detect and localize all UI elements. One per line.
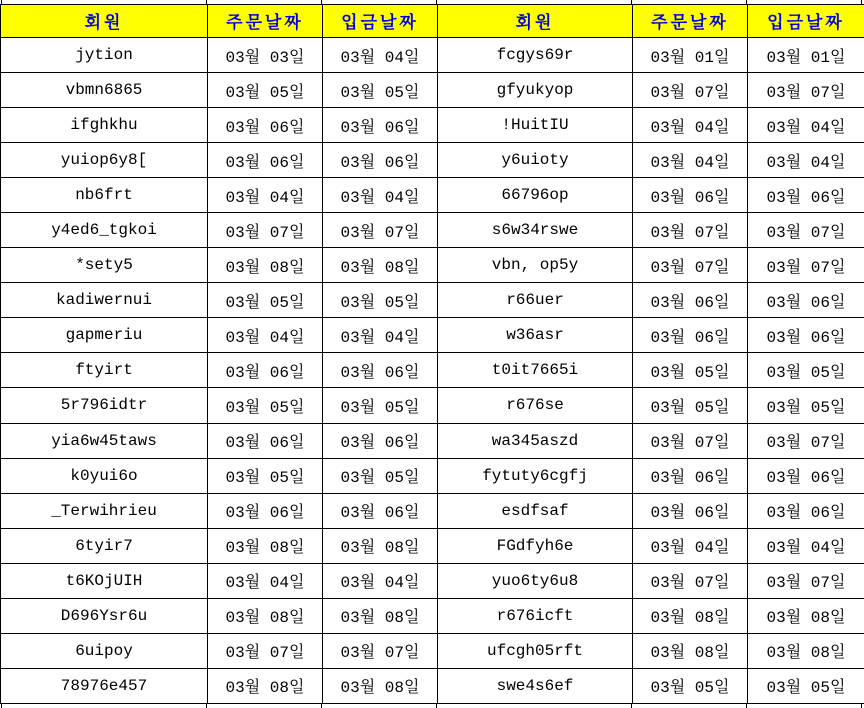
grid-stub bbox=[861, 704, 862, 708]
member-cell[interactable]: 66796op bbox=[438, 178, 633, 213]
crop-edge-bottom bbox=[0, 704, 864, 708]
header-order-date-left[interactable]: 주문날짜 bbox=[208, 5, 323, 38]
member-cell[interactable]: ifghkhu bbox=[1, 108, 208, 143]
order-date-cell[interactable]: 03월 03일 bbox=[208, 38, 323, 73]
order-date-cell[interactable]: 03월 05일 bbox=[208, 388, 323, 423]
deposit-date-cell[interactable]: 03월 04일 bbox=[323, 178, 438, 213]
table-row bbox=[1, 108, 864, 143]
deposit-date-cell[interactable]: 03월 06일 bbox=[748, 178, 864, 213]
member-cell[interactable]: gfyukyop bbox=[438, 73, 633, 108]
table-row bbox=[1, 283, 864, 318]
order-date-cell[interactable]: 03월 08일 bbox=[208, 248, 323, 283]
deposit-date-cell[interactable]: 03월 04일 bbox=[748, 108, 864, 143]
order-date-cell[interactable]: 03월 07일 bbox=[208, 633, 323, 668]
member-cell[interactable]: D696Ysr6u bbox=[1, 598, 208, 633]
member-cell[interactable]: s6w34rswe bbox=[438, 213, 633, 248]
member-cell[interactable]: w36asr bbox=[438, 318, 633, 353]
table-row bbox=[1, 388, 864, 423]
member-cell[interactable]: FGdfyh6e bbox=[438, 528, 633, 563]
member-cell[interactable]: 6tyir7 bbox=[1, 528, 208, 563]
order-date-cell[interactable]: 03월 08일 bbox=[208, 528, 323, 563]
member-cell[interactable]: r676se bbox=[438, 388, 633, 423]
member-cell[interactable]: r66uer bbox=[438, 283, 633, 318]
deposit-date-cell[interactable]: 03월 06일 bbox=[748, 458, 864, 493]
member-cell[interactable]: gapmeriu bbox=[1, 318, 208, 353]
deposit-date-cell[interactable]: 03월 06일 bbox=[323, 423, 438, 458]
order-date-cell[interactable]: 03월 05일 bbox=[208, 458, 323, 493]
deposit-date-cell[interactable]: 03월 07일 bbox=[323, 633, 438, 668]
table-row bbox=[1, 493, 864, 528]
deposit-date-cell[interactable]: 03월 06일 bbox=[748, 318, 864, 353]
member-cell[interactable]: jytion bbox=[1, 38, 208, 73]
order-date-cell[interactable]: 03월 05일 bbox=[633, 668, 748, 703]
member-cell[interactable]: 6uipoy bbox=[1, 633, 208, 668]
deposit-date-cell[interactable]: 03월 08일 bbox=[748, 598, 864, 633]
member-cell[interactable]: esdfsaf bbox=[438, 493, 633, 528]
deposit-date-cell[interactable]: 03월 08일 bbox=[748, 633, 864, 668]
order-date-cell[interactable]: 03월 06일 bbox=[633, 283, 748, 318]
deposit-date-cell[interactable]: 03월 07일 bbox=[748, 248, 864, 283]
member-cell[interactable]: swe4s6ef bbox=[438, 668, 633, 703]
table-row bbox=[1, 178, 864, 213]
order-date-cell[interactable]: 03월 05일 bbox=[208, 283, 323, 318]
member-cell[interactable]: fytuty6cgfj bbox=[438, 458, 633, 493]
order-date-cell[interactable]: 03월 04일 bbox=[208, 318, 323, 353]
member-cell[interactable]: ftyirt bbox=[1, 353, 208, 388]
member-cell[interactable]: *sety5 bbox=[1, 248, 208, 283]
grid-stub bbox=[1, 704, 2, 708]
deposit-date-cell[interactable]: 03월 05일 bbox=[748, 353, 864, 388]
table-row bbox=[1, 598, 864, 633]
member-cell[interactable]: yuo6ty6u8 bbox=[438, 563, 633, 598]
order-date-cell[interactable]: 03월 07일 bbox=[633, 423, 748, 458]
deposit-date-cell[interactable]: 03월 06일 bbox=[748, 283, 864, 318]
deposit-date-cell[interactable]: 03월 01일 bbox=[748, 38, 864, 73]
table-row bbox=[1, 213, 864, 248]
order-date-cell[interactable]: 03월 04일 bbox=[633, 528, 748, 563]
header-member-left[interactable]: 회원 bbox=[1, 5, 208, 38]
member-cell[interactable]: ufcgh05rft bbox=[438, 633, 633, 668]
order-date-cell[interactable]: 03월 07일 bbox=[208, 213, 323, 248]
table-row bbox=[1, 248, 864, 283]
order-date-cell[interactable]: 03월 07일 bbox=[633, 213, 748, 248]
member-cell[interactable]: vbmn6865 bbox=[1, 73, 208, 108]
table-row bbox=[1, 528, 864, 563]
table-body bbox=[1, 38, 864, 704]
member-cell[interactable]: k0yui6o bbox=[1, 458, 208, 493]
order-date-cell[interactable]: 03월 06일 bbox=[633, 178, 748, 213]
deposit-date-cell[interactable]: 03월 08일 bbox=[323, 248, 438, 283]
order-date-cell[interactable]: 03월 07일 bbox=[633, 563, 748, 598]
grid-stub bbox=[206, 704, 207, 708]
order-date-cell[interactable]: 03월 04일 bbox=[633, 108, 748, 143]
table-row bbox=[1, 458, 864, 493]
header-order-date-right[interactable]: 주문날짜 bbox=[633, 5, 748, 38]
header-deposit-date-right[interactable]: 입금날짜 bbox=[748, 5, 864, 38]
member-cell[interactable]: _Terwihrieu bbox=[1, 493, 208, 528]
header-deposit-date-left[interactable]: 입금날짜 bbox=[323, 5, 438, 38]
order-date-cell[interactable]: 03월 06일 bbox=[633, 493, 748, 528]
order-date-cell[interactable]: 03월 08일 bbox=[633, 598, 748, 633]
deposit-date-cell[interactable]: 03월 04일 bbox=[748, 528, 864, 563]
deposit-date-cell[interactable]: 03월 08일 bbox=[323, 668, 438, 703]
deposit-date-cell[interactable]: 03월 07일 bbox=[323, 213, 438, 248]
deposit-date-cell[interactable]: 03월 04일 bbox=[748, 143, 864, 178]
grid-stub bbox=[746, 704, 747, 708]
order-date-cell[interactable]: 03월 07일 bbox=[633, 73, 748, 108]
deposit-date-cell[interactable]: 03월 04일 bbox=[323, 38, 438, 73]
member-cell[interactable]: yuiop6y8[ bbox=[1, 143, 208, 178]
deposit-date-cell[interactable]: 03월 07일 bbox=[748, 423, 864, 458]
order-date-cell[interactable]: 03월 06일 bbox=[208, 493, 323, 528]
order-date-cell[interactable]: 03월 06일 bbox=[208, 143, 323, 178]
deposit-date-cell[interactable]: 03월 05일 bbox=[748, 388, 864, 423]
order-date-cell[interactable]: 03월 08일 bbox=[633, 633, 748, 668]
header-member-right[interactable]: 회원 bbox=[438, 5, 633, 38]
order-date-cell[interactable]: 03월 04일 bbox=[208, 563, 323, 598]
table-row bbox=[1, 353, 864, 388]
deposit-date-cell[interactable]: 03월 05일 bbox=[748, 668, 864, 703]
grid-stub bbox=[436, 704, 437, 708]
header-row bbox=[1, 5, 864, 38]
member-cell[interactable]: !HuitIU bbox=[438, 108, 633, 143]
grid-stub bbox=[631, 704, 632, 708]
deposit-date-cell[interactable]: 03월 04일 bbox=[323, 318, 438, 353]
table-row bbox=[1, 38, 864, 73]
member-cell[interactable]: 5r796idtr bbox=[1, 388, 208, 423]
deposit-date-cell[interactable]: 03월 08일 bbox=[323, 528, 438, 563]
deposit-date-cell[interactable]: 03월 06일 bbox=[323, 143, 438, 178]
orders-table bbox=[0, 4, 864, 704]
order-date-cell[interactable]: 03월 01일 bbox=[633, 38, 748, 73]
deposit-date-cell[interactable]: 03월 07일 bbox=[748, 213, 864, 248]
deposit-date-cell[interactable]: 03월 07일 bbox=[748, 563, 864, 598]
member-cell[interactable]: kadiwernui bbox=[1, 283, 208, 318]
deposit-date-cell[interactable]: 03월 06일 bbox=[323, 353, 438, 388]
deposit-date-cell[interactable]: 03월 04일 bbox=[323, 563, 438, 598]
deposit-date-cell[interactable]: 03월 05일 bbox=[323, 73, 438, 108]
order-date-cell[interactable]: 03월 05일 bbox=[633, 388, 748, 423]
table-row bbox=[1, 423, 864, 458]
deposit-date-cell[interactable]: 03월 06일 bbox=[748, 493, 864, 528]
deposit-date-cell[interactable]: 03월 05일 bbox=[323, 283, 438, 318]
order-date-cell[interactable]: 03월 06일 bbox=[208, 423, 323, 458]
table-row bbox=[1, 73, 864, 108]
member-cell[interactable]: fcgys69r bbox=[438, 38, 633, 73]
order-date-cell[interactable]: 03월 06일 bbox=[208, 108, 323, 143]
order-date-cell[interactable]: 03월 06일 bbox=[208, 353, 323, 388]
member-cell[interactable]: 78976e457 bbox=[1, 668, 208, 703]
order-date-cell[interactable]: 03월 05일 bbox=[633, 353, 748, 388]
order-date-cell[interactable]: 03월 08일 bbox=[208, 598, 323, 633]
member-cell[interactable]: vbn, op5y bbox=[438, 248, 633, 283]
order-date-cell[interactable]: 03월 07일 bbox=[633, 248, 748, 283]
member-cell[interactable]: y4ed6_tgkoi bbox=[1, 213, 208, 248]
grid-stub bbox=[321, 704, 322, 708]
table-row bbox=[1, 633, 864, 668]
table-row bbox=[1, 318, 864, 353]
deposit-date-cell[interactable]: 03월 06일 bbox=[323, 493, 438, 528]
member-cell[interactable]: wa345aszd bbox=[438, 423, 633, 458]
member-cell[interactable]: yia6w45taws bbox=[1, 423, 208, 458]
table-row bbox=[1, 563, 864, 598]
table-row bbox=[1, 143, 864, 178]
deposit-date-cell[interactable]: 03월 07일 bbox=[748, 73, 864, 108]
member-cell[interactable]: t6KOjUIH bbox=[1, 563, 208, 598]
member-cell[interactable]: y6uioty bbox=[438, 143, 633, 178]
order-date-cell[interactable]: 03월 06일 bbox=[633, 458, 748, 493]
order-date-cell[interactable]: 03월 05일 bbox=[208, 73, 323, 108]
member-cell[interactable]: t0it7665i bbox=[438, 353, 633, 388]
order-date-cell[interactable]: 03월 06일 bbox=[633, 318, 748, 353]
deposit-date-cell[interactable]: 03월 05일 bbox=[323, 388, 438, 423]
deposit-date-cell[interactable]: 03월 06일 bbox=[323, 108, 438, 143]
member-cell[interactable]: r676icft bbox=[438, 598, 633, 633]
deposit-date-cell[interactable]: 03월 05일 bbox=[323, 458, 438, 493]
order-date-cell[interactable]: 03월 04일 bbox=[208, 178, 323, 213]
table-row bbox=[1, 668, 864, 703]
member-cell[interactable]: nb6frt bbox=[1, 178, 208, 213]
order-date-cell[interactable]: 03월 04일 bbox=[633, 143, 748, 178]
order-date-cell[interactable]: 03월 08일 bbox=[208, 668, 323, 703]
deposit-date-cell[interactable]: 03월 08일 bbox=[323, 598, 438, 633]
